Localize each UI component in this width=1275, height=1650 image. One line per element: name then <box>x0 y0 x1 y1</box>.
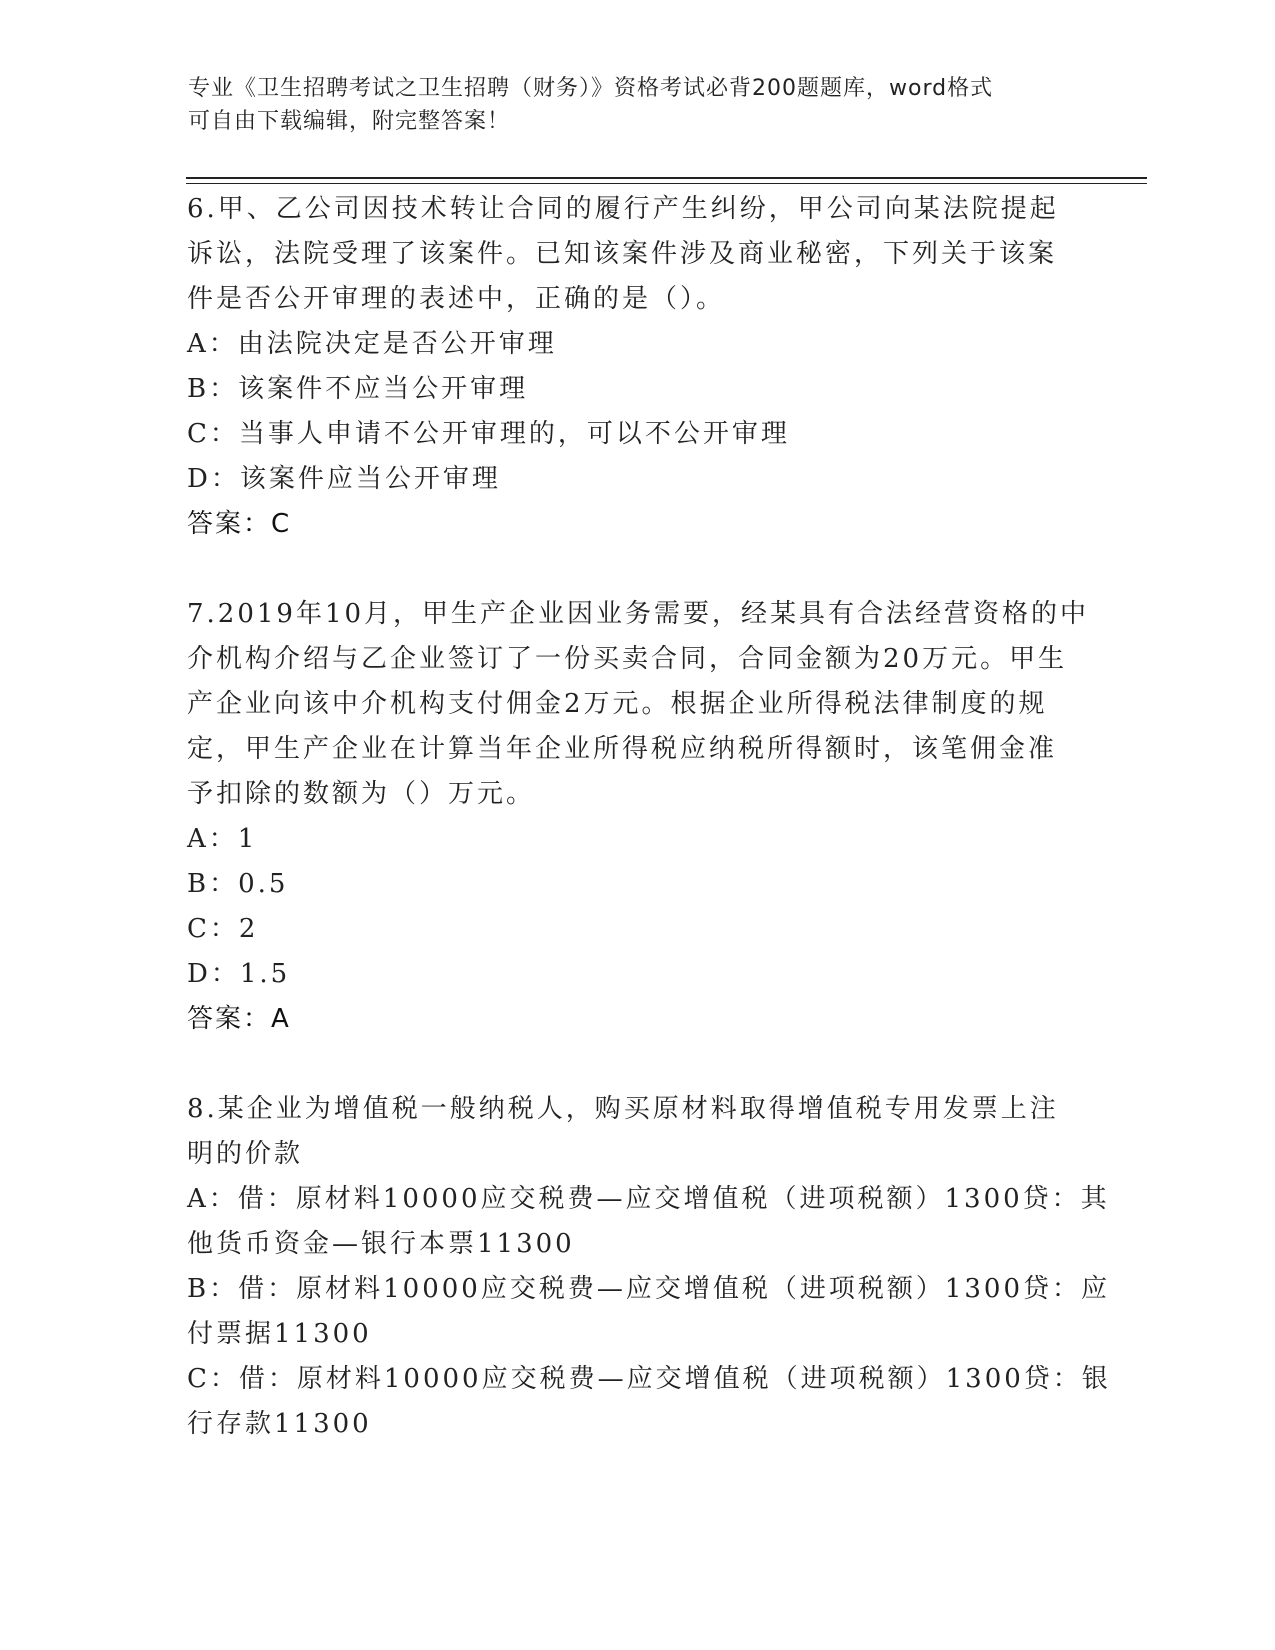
header-divider <box>186 177 1147 179</box>
header-divider-thin <box>186 183 1147 184</box>
option-a-continued: 他货币资金—银行本票11300 <box>187 1229 575 1259</box>
option-c-continued: 行存款11300 <box>187 1409 372 1439</box>
spacer <box>187 1042 1107 1087</box>
option-a: A：借：原材料10000应交税费—应交增值税（进项税额）1300贷：其 <box>187 1184 1110 1214</box>
option-c: C：当事人申请不公开审理的，可以不公开审理 <box>187 419 790 449</box>
option-b: B：借：原材料10000应交税费—应交增值税（进项税额）1300贷：应 <box>187 1274 1110 1304</box>
question-stem-line: 明的价款 <box>187 1139 304 1169</box>
option-a: A：1 <box>187 824 258 854</box>
header-line-1: 专业《卫生招聘考试之卫生招聘（财务）》资格考试必背200题题库，word格式 <box>188 76 994 101</box>
question-6 <box>187 187 1107 547</box>
question-7 <box>187 592 1107 1042</box>
option-b-continued: 付票据11300 <box>187 1319 372 1349</box>
answer-label: 答案：A <box>187 1004 291 1034</box>
question-stem-line: 介机构介绍与乙企业签订了一份买卖合同，合同金额为20万元。甲生 <box>187 644 1068 674</box>
option-d: D：该案件应当公开审理 <box>187 464 501 494</box>
option-b: B：该案件不应当公开审理 <box>187 374 529 404</box>
option-d: D：1.5 <box>187 959 291 989</box>
question-stem-line: 诉讼，法院受理了该案件。已知该案件涉及商业秘密，下列关于该案 <box>187 239 1058 269</box>
question-8 <box>187 1087 1111 1447</box>
option-b: B：0.5 <box>187 869 289 899</box>
answer-label: 答案：C <box>187 509 292 539</box>
option-c: C：2 <box>187 914 259 944</box>
document-header <box>188 72 1088 138</box>
question-stem-line: 6.甲、乙公司因技术转让合同的履行产生纠纷，甲公司向某法院提起 <box>187 194 1059 224</box>
question-stem-line: 件是否公开审理的表述中，正确的是（）。 <box>187 284 726 314</box>
question-list <box>187 187 1111 1447</box>
question-stem-line: 7.2019年10月，甲生产企业因业务需要，经某具有合法经营资格的中 <box>187 599 1090 629</box>
question-stem-line: 予扣除的数额为（）万元。 <box>187 779 536 809</box>
question-stem-line: 产企业向该中介机构支付佣金2万元。根据企业所得税法律制度的规 <box>187 689 1048 719</box>
option-c: C：借：原材料10000应交税费—应交增值税（进项税额）1300贷：银 <box>187 1364 1111 1394</box>
option-a: A：由法院决定是否公开审理 <box>187 329 557 359</box>
header-line-2: 可自由下载编辑，附完整答案！ <box>188 109 511 134</box>
spacer <box>187 547 1107 592</box>
question-stem-line: 定，甲生产企业在计算当年企业所得税应纳税所得额时，该笔佣金准 <box>187 734 1058 764</box>
question-stem-line: 8.某企业为增值税一般纳税人，购买原材料取得增值税专用发票上注 <box>187 1094 1059 1124</box>
